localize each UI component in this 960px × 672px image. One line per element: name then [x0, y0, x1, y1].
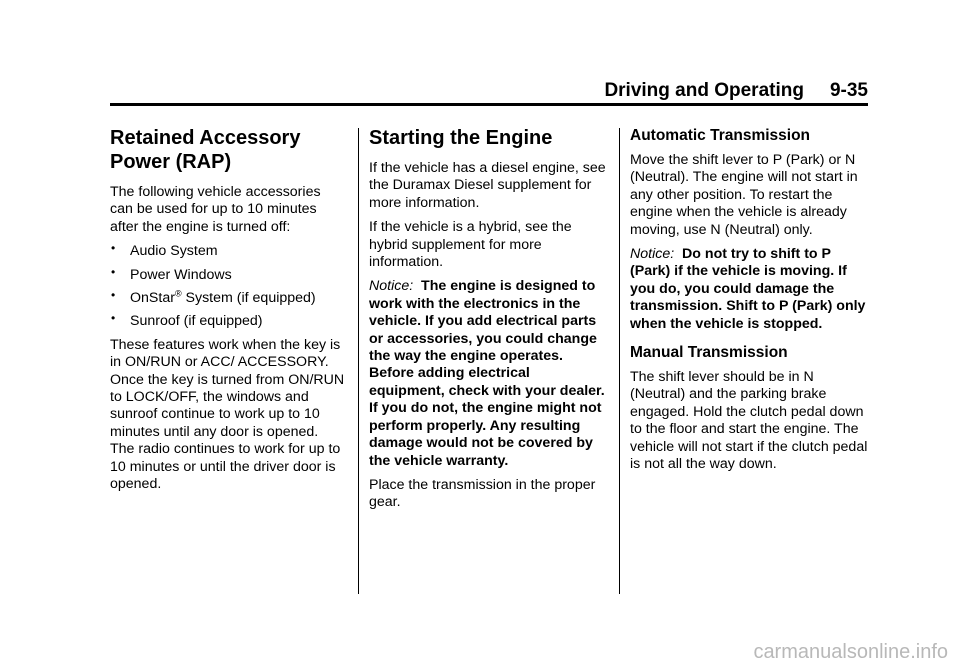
hybrid-paragraph: If the vehicle is a hybrid, see the hybrid supplement for more information. — [369, 219, 572, 271]
list-item: • OnStar® System (if equipped) — [111, 288, 316, 307]
starting-engine-heading: Starting the Engine — [369, 127, 553, 149]
registered-mark: ® — [174, 288, 182, 299]
page-number: 9-35 — [829, 80, 868, 101]
rap-intro: The following vehicle accessories can be used for up to 10 minutes after the engine is turned off: — [110, 184, 321, 235]
accessory-list — [110, 243, 346, 331]
list-item: • Sunroof (if equipped) — [111, 311, 263, 330]
bullet-icon: • — [111, 241, 116, 256]
transmission-notice — [630, 246, 868, 333]
bullet-icon: • — [111, 264, 116, 279]
diesel-paragraph: If the vehicle has a diesel engine, see the Duramax Diesel supplement for more information. — [369, 160, 606, 211]
bullet-icon: • — [111, 288, 116, 303]
column-rap — [110, 126, 346, 501]
gear-paragraph: Place the transmission in the proper gear. — [369, 476, 596, 511]
notice-label: Notice: — [630, 246, 675, 263]
manual-paragraph: The shift lever should be in N (Neutral) and the parking brake engaged. Hold the clutch pedal down to the floor and start the engine. The vehicle will not start if the clutch pedal is not all the way down. — [630, 369, 868, 473]
bullet-icon: • — [111, 311, 116, 326]
column-starting-engine — [369, 126, 609, 519]
column-divider-2 — [619, 128, 620, 594]
notice-text: Do not try to shift to P (Park) if the vehicle is moving. If you do, you could damage the transmission. Shift to P (Park) only when the vehicle is stopped. — [630, 246, 866, 332]
page-header — [110, 80, 868, 102]
column-transmission — [630, 126, 868, 481]
notice-text: The engine is designed to work with the electronics in the vehicle. If you add electrical parts or accessories, you could change the way the engine operates. Before adding electrical equipment, check with your dealer. If you do not, the engine might not perform properly. Any resulting damage would not be covered by the vehicle warranty. — [369, 278, 605, 469]
list-item: • Audio System — [111, 241, 218, 260]
rap-heading: Retained Accessory Power (RAP) — [110, 127, 301, 173]
list-item: • Power Windows — [111, 264, 232, 283]
watermark: carmanualsonline.info — [753, 641, 948, 663]
rap-body: These features work when the key is in ON/RUN or ACC/ ACCESSORY. Once the key is turned from ON/RUN to LOCK/OFF, the windows and sunroof continue to work up to 10 minutes until any door is opened. The radio continues to work for up to 10 minutes or until the driver door is opened. — [110, 336, 345, 493]
column-divider-1 — [358, 128, 359, 594]
manual-transmission-heading: Manual Transmission — [630, 344, 788, 362]
automatic-transmission-heading: Automatic Transmission — [630, 127, 811, 144]
section-title: Driving and Operating — [604, 80, 804, 101]
header-rule — [110, 103, 868, 106]
engine-notice — [369, 278, 609, 469]
automatic-paragraph: Move the shift lever to P (Park) or N (Neutral). The engine will not start in any other position. To restart the engine when the vehicle is already moving, use N (Neutral) only. — [630, 152, 858, 238]
notice-label: Notice: — [369, 278, 414, 295]
